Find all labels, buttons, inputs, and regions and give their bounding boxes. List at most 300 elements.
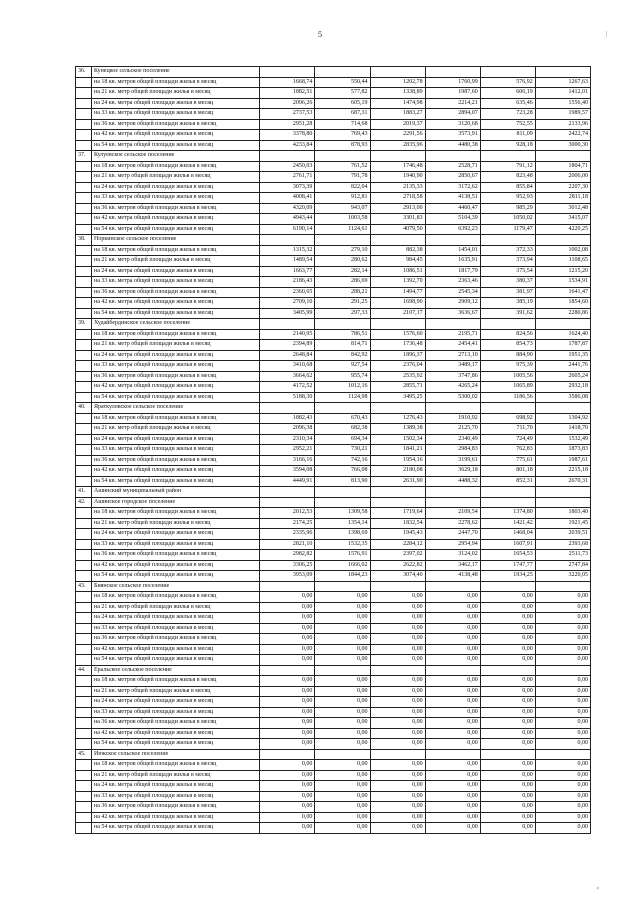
- value-cell: 1832,54: [370, 518, 425, 529]
- table-row: [76, 728, 591, 739]
- empty-cell: [76, 287, 92, 298]
- empty-cell: [76, 728, 92, 739]
- value-cell: 1392,70: [370, 277, 425, 288]
- value-cell: 2821,10: [260, 539, 315, 550]
- section-header-row: [76, 151, 591, 162]
- row-label: на 54 кв. метра общей площади жилья в месяц: [92, 476, 260, 487]
- empty-cell: [76, 382, 92, 393]
- section-number: 40.: [76, 403, 92, 414]
- empty-cell: [76, 203, 92, 214]
- value-cell: 0,00: [370, 760, 425, 771]
- value-cell: 2039,51: [535, 529, 590, 540]
- table-row: [76, 466, 591, 477]
- value-cell: 0,00: [535, 707, 590, 718]
- table-row: [76, 476, 591, 487]
- value-cell: 723,28: [480, 109, 535, 120]
- empty-cell: [76, 571, 92, 582]
- empty-cell: [76, 98, 92, 109]
- value-cell: 928,18: [480, 140, 535, 151]
- empty-cell: [76, 308, 92, 319]
- empty-cell: [76, 88, 92, 99]
- value-cell: 279,10: [315, 245, 370, 256]
- value-cell: 855,84: [480, 182, 535, 193]
- row-label: на 33 кв. метра общей площади жилья в месяц: [92, 277, 260, 288]
- row-label: на 42 кв. метра общей площади жилья в месяц: [92, 298, 260, 309]
- value-cell: 0,00: [425, 728, 480, 739]
- value-cell: 1186,56: [480, 392, 535, 403]
- section-number: 37.: [76, 151, 92, 162]
- value-cell: 1065,89: [480, 382, 535, 393]
- value-cell: 2360,65: [260, 287, 315, 298]
- value-cell: 1817,79: [425, 266, 480, 277]
- value-cell: 1844,23: [315, 571, 370, 582]
- value-cell: 4138,48: [425, 571, 480, 582]
- empty-cell: [425, 665, 480, 676]
- row-label: на 21 кв. метр общей площади жилья в месяц: [92, 770, 260, 781]
- empty-cell: [315, 235, 370, 246]
- row-label: на 21 кв. метр общей площади жилья в месяц: [92, 518, 260, 529]
- value-cell: 1005,56: [480, 371, 535, 382]
- value-cell: 2195,71: [425, 329, 480, 340]
- row-label: на 24 кв. метра общей площади жилья в месяц: [92, 98, 260, 109]
- value-cell: 3495,25: [370, 392, 425, 403]
- row-label: на 24 кв. метра общей площади жилья в месяц: [92, 182, 260, 193]
- row-label: на 21 кв. метр общей площади жилья в месяц: [92, 172, 260, 183]
- value-cell: 0,00: [370, 644, 425, 655]
- table-row: [76, 203, 591, 214]
- value-cell: 2932,18: [535, 382, 590, 393]
- empty-cell: [480, 403, 535, 414]
- value-cell: 791,12: [480, 161, 535, 172]
- value-cell: 698,92: [480, 413, 535, 424]
- section-title: Норкинское сельское поселение: [92, 235, 260, 246]
- table-row: [76, 760, 591, 771]
- value-cell: 3199,61: [425, 455, 480, 466]
- empty-cell: [260, 67, 315, 78]
- value-cell: 0,00: [535, 770, 590, 781]
- section-title: Ашинский муниципальный район: [92, 487, 260, 498]
- value-cell: 2393,68: [535, 539, 590, 550]
- value-cell: 775,61: [480, 455, 535, 466]
- table-row: [76, 350, 591, 361]
- value-cell: 2278,62: [425, 518, 480, 529]
- row-label: на 33 кв. метра общей площади жилья в месяц: [92, 445, 260, 456]
- value-cell: 0,00: [480, 739, 535, 750]
- empty-cell: [76, 676, 92, 687]
- row-label: на 18 кв. метров общей площади жилья в месяц: [92, 161, 260, 172]
- row-label: на 18 кв. метров общей площади жилья в месяц: [92, 329, 260, 340]
- value-cell: 0,00: [370, 602, 425, 613]
- table-row: [76, 266, 591, 277]
- value-cell: 0,00: [260, 655, 315, 666]
- value-cell: 2125,70: [425, 424, 480, 435]
- value-cell: 1607,91: [480, 539, 535, 550]
- value-cell: 3489,17: [425, 361, 480, 372]
- tariff-table: [75, 66, 591, 834]
- value-cell: 1202,78: [370, 77, 425, 88]
- empty-cell: [76, 413, 92, 424]
- value-cell: 1338,89: [370, 88, 425, 99]
- table-body: [76, 67, 591, 834]
- value-cell: 0,00: [425, 686, 480, 697]
- row-label: на 21 кв. метр общей площади жилья в месяц: [92, 88, 260, 99]
- empty-cell: [535, 581, 590, 592]
- value-cell: 0,00: [535, 760, 590, 771]
- value-cell: 1654,53: [480, 550, 535, 561]
- value-cell: 2186,43: [260, 277, 315, 288]
- empty-cell: [535, 487, 590, 498]
- row-label: на 54 кв. метра общей площади жилья в месяц: [92, 140, 260, 151]
- empty-cell: [76, 518, 92, 529]
- value-cell: 1641,47: [535, 287, 590, 298]
- value-cell: 288,21: [315, 287, 370, 298]
- section-title: Еральское сельское поселение: [92, 665, 260, 676]
- value-cell: 0,00: [370, 655, 425, 666]
- value-cell: 1454,01: [425, 245, 480, 256]
- value-cell: 0,00: [425, 802, 480, 813]
- empty-cell: [76, 812, 92, 823]
- value-cell: 0,00: [535, 718, 590, 729]
- value-cell: 0,00: [370, 781, 425, 792]
- value-cell: 1534,91: [535, 277, 590, 288]
- empty-cell: [260, 235, 315, 246]
- empty-cell: [76, 77, 92, 88]
- empty-cell: [425, 319, 480, 330]
- empty-cell: [315, 665, 370, 676]
- section-header-row: [76, 403, 591, 414]
- table-row: [76, 781, 591, 792]
- value-cell: 1108,65: [535, 256, 590, 267]
- value-cell: 280,62: [315, 256, 370, 267]
- page-number: 5: [318, 30, 322, 39]
- value-cell: 2012,53: [260, 508, 315, 519]
- table-row: [76, 697, 591, 708]
- value-cell: 0,00: [480, 655, 535, 666]
- value-cell: 687,31: [315, 109, 370, 120]
- empty-cell: [480, 665, 535, 676]
- value-cell: 2605,24: [535, 371, 590, 382]
- value-cell: 3410,68: [260, 361, 315, 372]
- value-cell: 1374,80: [480, 508, 535, 519]
- value-cell: 985,29: [480, 203, 535, 214]
- value-cell: 1215,20: [535, 266, 590, 277]
- table-row: [76, 193, 591, 204]
- value-cell: 0,00: [370, 676, 425, 687]
- empty-cell: [76, 697, 92, 708]
- value-cell: 1309,58: [315, 508, 370, 519]
- value-cell: 4449,91: [260, 476, 315, 487]
- empty-cell: [76, 256, 92, 267]
- empty-cell: [315, 749, 370, 760]
- table-row: [76, 539, 591, 550]
- section-header-row: [76, 581, 591, 592]
- row-label: на 21 кв. метр общей площади жилья в месяц: [92, 602, 260, 613]
- value-cell: 2984,83: [425, 445, 480, 456]
- empty-cell: [76, 193, 92, 204]
- value-cell: 0,00: [370, 812, 425, 823]
- value-cell: 1873,83: [535, 445, 590, 456]
- row-label: на 24 кв. метра общей площади жилья в месяц: [92, 697, 260, 708]
- value-cell: 4488,32: [425, 476, 480, 487]
- value-cell: 0,00: [425, 760, 480, 771]
- empty-cell: [76, 119, 92, 130]
- empty-cell: [535, 403, 590, 414]
- value-cell: 0,00: [425, 602, 480, 613]
- value-cell: 385,19: [480, 298, 535, 309]
- value-cell: 5300,02: [425, 392, 480, 403]
- value-cell: 2811,18: [535, 193, 590, 204]
- empty-cell: [76, 445, 92, 456]
- value-cell: 884,90: [480, 350, 535, 361]
- value-cell: 730,21: [315, 445, 370, 456]
- table-row: [76, 298, 591, 309]
- value-cell: 0,00: [480, 760, 535, 771]
- value-cell: 2648,84: [260, 350, 315, 361]
- value-cell: 4172,52: [260, 382, 315, 393]
- value-cell: 3074,40: [370, 571, 425, 582]
- row-label: на 42 кв. метра общей площади жилья в месяц: [92, 644, 260, 655]
- value-cell: 0,00: [370, 592, 425, 603]
- value-cell: 1760,99: [425, 77, 480, 88]
- value-cell: 2528,71: [425, 161, 480, 172]
- value-cell: 0,00: [425, 707, 480, 718]
- value-cell: 0,00: [480, 781, 535, 792]
- value-cell: 0,00: [260, 697, 315, 708]
- table-row: [76, 571, 591, 582]
- value-cell: 0,00: [480, 728, 535, 739]
- value-cell: 0,00: [535, 623, 590, 634]
- empty-cell: [76, 392, 92, 403]
- row-label: на 42 кв. метра общей площади жилья в месяц: [92, 214, 260, 225]
- header-mark: |: [606, 30, 608, 38]
- row-label: на 54 кв. метра общей площади жилья в месяц: [92, 823, 260, 834]
- value-cell: 0,00: [315, 791, 370, 802]
- row-label: на 33 кв. метра общей площади жилья в месяц: [92, 109, 260, 120]
- empty-cell: [76, 109, 92, 120]
- value-cell: 0,00: [480, 644, 535, 655]
- row-label: на 33 кв. метра общей площади жилья в месяц: [92, 707, 260, 718]
- table-row: [76, 109, 591, 120]
- value-cell: 282,14: [315, 266, 370, 277]
- value-cell: 2670,31: [535, 476, 590, 487]
- value-cell: 1304,92: [535, 413, 590, 424]
- value-cell: 2761,71: [260, 172, 315, 183]
- row-label: на 18 кв. метров общей площади жилья в месяц: [92, 77, 260, 88]
- value-cell: 0,00: [370, 728, 425, 739]
- empty-cell: [370, 319, 425, 330]
- value-cell: 550,44: [315, 77, 370, 88]
- value-cell: 0,00: [260, 791, 315, 802]
- row-label: на 24 кв. метра общей площади жилья в месяц: [92, 434, 260, 445]
- value-cell: 3012,48: [535, 203, 590, 214]
- value-cell: 0,00: [370, 770, 425, 781]
- empty-cell: [370, 403, 425, 414]
- section-header-row: [76, 497, 591, 508]
- value-cell: 984,45: [370, 256, 425, 267]
- value-cell: 297,33: [315, 308, 370, 319]
- value-cell: 1354,14: [315, 518, 370, 529]
- value-cell: 0,00: [425, 739, 480, 750]
- empty-cell: [370, 235, 425, 246]
- value-cell: 0,00: [480, 686, 535, 697]
- empty-cell: [535, 497, 590, 508]
- empty-cell: [76, 140, 92, 151]
- value-cell: 0,00: [535, 781, 590, 792]
- empty-cell: [315, 581, 370, 592]
- table-row: [76, 172, 591, 183]
- value-cell: 2107,17: [370, 308, 425, 319]
- section-number: 42.: [76, 497, 92, 508]
- value-cell: 752,55: [480, 119, 535, 130]
- table-row: [76, 214, 591, 225]
- empty-cell: [76, 214, 92, 225]
- value-cell: 2310,34: [260, 434, 315, 445]
- row-label: на 42 кв. метра общей площади жилья в месяц: [92, 382, 260, 393]
- value-cell: 0,00: [315, 686, 370, 697]
- value-cell: 0,00: [315, 623, 370, 634]
- table-row: [76, 676, 591, 687]
- value-cell: 0,00: [260, 623, 315, 634]
- value-cell: 822,04: [315, 182, 370, 193]
- value-cell: 2215,18: [535, 466, 590, 477]
- empty-cell: [370, 581, 425, 592]
- value-cell: 3953,09: [260, 571, 315, 582]
- empty-cell: [76, 245, 92, 256]
- value-cell: 3462,17: [425, 560, 480, 571]
- value-cell: 694,34: [315, 434, 370, 445]
- value-cell: 943,07: [315, 203, 370, 214]
- value-cell: 878,93: [315, 140, 370, 151]
- empty-cell: [260, 487, 315, 498]
- value-cell: 0,00: [315, 718, 370, 729]
- section-number: 38.: [76, 235, 92, 246]
- value-cell: 3166,16: [260, 455, 315, 466]
- value-cell: 1624,40: [535, 329, 590, 340]
- value-cell: 1267,63: [535, 77, 590, 88]
- value-cell: 3636,67: [425, 308, 480, 319]
- value-cell: 2096,38: [260, 424, 315, 435]
- table-row: [76, 413, 591, 424]
- empty-cell: [76, 340, 92, 351]
- value-cell: 0,00: [370, 823, 425, 834]
- empty-cell: [425, 487, 480, 498]
- value-cell: 3405,99: [260, 308, 315, 319]
- empty-cell: [480, 235, 535, 246]
- value-cell: 2214,21: [425, 98, 480, 109]
- value-cell: 2133,96: [535, 119, 590, 130]
- row-label: на 36 кв. метров общей площади жилья в месяц: [92, 718, 260, 729]
- value-cell: 682,38: [315, 424, 370, 435]
- empty-cell: [76, 182, 92, 193]
- empty-cell: [76, 130, 92, 141]
- empty-cell: [76, 613, 92, 624]
- empty-cell: [76, 592, 92, 603]
- value-cell: 2207,30: [535, 182, 590, 193]
- value-cell: 1989,57: [535, 109, 590, 120]
- row-label: на 18 кв. метров общей площади жилья в месяц: [92, 760, 260, 771]
- value-cell: 0,00: [480, 623, 535, 634]
- value-cell: 381,97: [480, 287, 535, 298]
- value-cell: 0,00: [480, 613, 535, 624]
- value-cell: 4480,38: [425, 140, 480, 151]
- table-row: [76, 161, 591, 172]
- value-cell: 0,00: [425, 613, 480, 624]
- value-cell: 1556,40: [535, 98, 590, 109]
- value-cell: 2006,00: [535, 172, 590, 183]
- value-cell: 0,00: [425, 697, 480, 708]
- value-cell: 786,51: [315, 329, 370, 340]
- value-cell: 3301,83: [370, 214, 425, 225]
- table-row: [76, 308, 591, 319]
- value-cell: 1663,77: [260, 266, 315, 277]
- value-cell: 1666,02: [315, 560, 370, 571]
- value-cell: 0,00: [370, 791, 425, 802]
- value-cell: 0,00: [260, 781, 315, 792]
- value-cell: 3573,91: [425, 130, 480, 141]
- value-cell: 0,00: [535, 802, 590, 813]
- value-cell: 1412,01: [535, 88, 590, 99]
- value-cell: 2280,86: [535, 308, 590, 319]
- value-cell: 1954,16: [370, 455, 425, 466]
- empty-cell: [425, 151, 480, 162]
- value-cell: 0,00: [425, 644, 480, 655]
- value-cell: 0,00: [425, 623, 480, 634]
- empty-cell: [480, 487, 535, 498]
- table-row: [76, 529, 591, 540]
- value-cell: 4943,44: [260, 214, 315, 225]
- empty-cell: [76, 781, 92, 792]
- empty-cell: [76, 718, 92, 729]
- value-cell: 813,90: [315, 476, 370, 487]
- value-cell: 1854,60: [535, 298, 590, 309]
- value-cell: 2713,10: [425, 350, 480, 361]
- value-cell: 2441,76: [535, 361, 590, 372]
- value-cell: 0,00: [480, 634, 535, 645]
- value-cell: 724,49: [480, 434, 535, 445]
- value-cell: 4265,24: [425, 382, 480, 393]
- empty-cell: [425, 67, 480, 78]
- empty-cell: [76, 371, 92, 382]
- value-cell: 577,82: [315, 88, 370, 99]
- value-cell: 0,00: [480, 823, 535, 834]
- value-cell: 0,00: [260, 634, 315, 645]
- table-row: [76, 77, 591, 88]
- empty-cell: [76, 623, 92, 634]
- value-cell: 1951,35: [535, 350, 590, 361]
- row-label: на 33 кв. метра общей площади жилья в месяц: [92, 791, 260, 802]
- value-cell: 0,00: [315, 676, 370, 687]
- value-cell: 711,70: [480, 424, 535, 435]
- empty-cell: [76, 161, 92, 172]
- row-label: на 21 кв. метр общей площади жилья в месяц: [92, 424, 260, 435]
- value-cell: 2951,28: [260, 119, 315, 130]
- value-cell: 0,00: [425, 781, 480, 792]
- row-label: на 18 кв. метров общей площади жилья в месяц: [92, 508, 260, 519]
- empty-cell: [535, 67, 590, 78]
- value-cell: 0,00: [260, 592, 315, 603]
- value-cell: 3415,07: [535, 214, 590, 225]
- empty-cell: [260, 151, 315, 162]
- value-cell: 2737,53: [260, 109, 315, 120]
- empty-cell: [76, 298, 92, 309]
- value-cell: 670,43: [315, 413, 370, 424]
- value-cell: 0,00: [425, 655, 480, 666]
- empty-cell: [425, 497, 480, 508]
- value-cell: 0,00: [315, 707, 370, 718]
- row-label: на 54 кв. метра общей площади жилья в месяц: [92, 224, 260, 235]
- value-cell: 1910,92: [425, 413, 480, 424]
- value-cell: 0,00: [315, 823, 370, 834]
